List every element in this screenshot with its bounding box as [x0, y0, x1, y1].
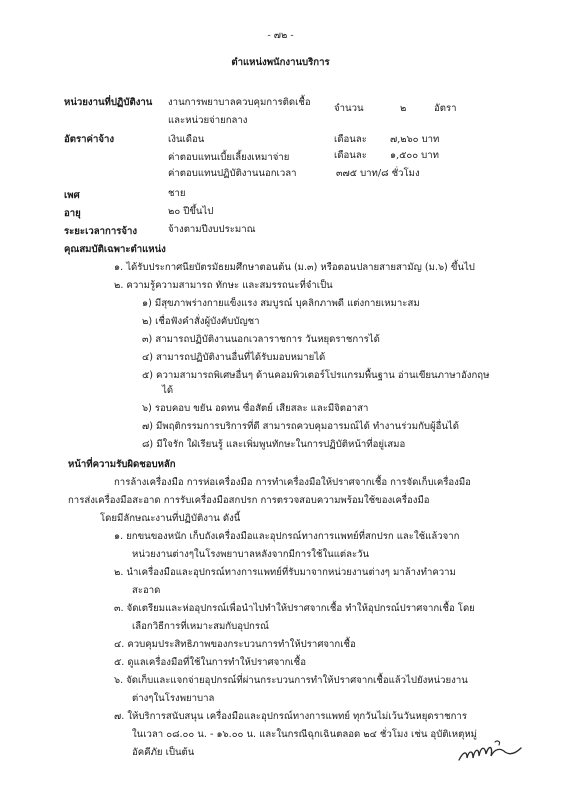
wage-row-amount: ๗,๒๖๐ บาท: [390, 134, 440, 145]
skill-item: ๗) มีพฤติกรรมการบริการที่ดี สามารถควบคุมอารมณ์ได้ ทำงานร่วมกับผู้อื่นได้: [142, 421, 459, 432]
qualification-item: ๒. ความรู้ความสามารถ ทักษะ และสมรรถนะที่จำเป็น: [114, 280, 333, 291]
duty-item: ๒. นำเครื่องมือและอุปกรณ์ทางการแพทย์ที่รับมาจากหน่วยงานต่างๆ มาล้างทำความ: [114, 567, 456, 578]
wage-row-name: ค่าตอบแทนเบี้ยเลี้ยงเหมาจ่าย: [168, 152, 290, 163]
duty-item-continuation: หน่วยงานต่างๆในโรงพยาบาลหลังจากมีการใช้ในแต่ละวัน: [132, 549, 370, 560]
skill-item: ๑) มีสุขภาพร่างกายแข็งแรง สมบูรณ์ บุคลิกภาพดี แต่งกายเหมาะสม: [142, 298, 420, 309]
unit-value-line-1: งานการพยาบาลควบคุมการติดเชื้อ: [168, 97, 311, 108]
duty-item: ๕. ดูแลเครื่องมือที่ใช้ในการทำให้ปราศจากเชื้อ: [114, 657, 306, 668]
duty-item: ๖. จัดเก็บและแจกจ่ายอุปกรณ์ที่ผ่านกระบวนการทำให้ปราศจากเชื้อแล้วไปยังหน่วยงาน: [114, 675, 468, 686]
wage-row-amount: ๑,๕๐๐ บาท: [390, 150, 439, 161]
page-number: - ๗๒ -: [267, 30, 294, 41]
duty-item: ๓. จัดเตรียมและห่ออุปกรณ์เพื่อนำไปทำให้ปราศจากเชื้อ ทำให้อุปกรณ์ปราศจากเชื้อ โดย: [114, 603, 475, 614]
duty-item-continuation: เลือกวิธีการที่เหมาะสมกับอุปกรณ์: [132, 621, 269, 632]
wage-row-name: เงินเดือน: [168, 134, 205, 145]
skill-item: ๘) มีใจรัก ใฝ่เรียนรู้ และเพิ่มพูนทักษะในการปฏิบัติหน้าที่อยู่เสมอ: [142, 439, 406, 450]
skill-item: ๖) รอบคอบ ขยัน อดทน ซื่อสัตย์ เสียสละ และมีจิตอาสา: [142, 403, 369, 414]
wage-label: อัตราค่าจ้าง: [64, 134, 115, 145]
qualification-item: ๑. ได้รับประกาศนียบัตรมัธยมศึกษาตอนต้น (ม.๓) หรือตอนปลายสายสามัญ (ม.๖) ขึ้นไป: [114, 262, 475, 273]
duties-heading: หน้าที่ความรับผิดชอบหลัก: [68, 459, 176, 470]
duty-item: ๑. ยกขนของหนัก เก็บถังเครื่องมือและอุปกรณ์ทางการแพทย์ที่สกปรก และใช้แล้วจาก: [114, 531, 460, 542]
qualifications-heading: คุณสมบัติเฉพาะตำแหน่ง: [64, 244, 166, 255]
duty-item-continuation: ต่างๆในโรงพยาบาล: [132, 693, 215, 704]
wage-row-amount: ๓๗๕ บาท/๘ ชั่วโมง: [336, 168, 420, 179]
skill-item: ๒) เชื่อฟังคำสั่งผู้บังคับบัญชา: [142, 316, 260, 327]
document-title: ตำแหน่งพนักงานบริการ: [231, 57, 330, 68]
wage-row-period: เดือนละ: [334, 150, 367, 161]
wage-row-period: เดือนละ: [334, 134, 367, 145]
skill-item-continuation: ได้: [162, 385, 174, 396]
age-value: ๒๐ ปีขึ้นไป: [168, 206, 214, 217]
duties-intro: การส่งเครื่องมือสะอาด การรับเครื่องมือสกปรก การตรวจสอบความพร้อมใช้ของเครื่องมือ: [68, 495, 430, 506]
skill-item: ๔) สามารถปฏิบัติงานอื่นที่ได้รับมอบหมายได้: [142, 352, 326, 363]
unit-value-line-2: และหน่วยจ่ายกลาง: [168, 115, 248, 126]
sex-label: เพศ: [64, 190, 80, 201]
employment-period-value: จ้างตามปีงบประมาณ: [168, 224, 256, 235]
wage-row-name: ค่าตอบแทนปฏิบัติงานนอกเวลา: [168, 168, 297, 179]
age-label: อายุ: [64, 208, 81, 219]
unit-label: หน่วยงานที่ปฏิบัติงาน: [64, 97, 153, 108]
duty-item: ๗. ให้บริการสนับสนุน เครื่องมือและอุปกรณ์ทางการแพทย์ ทุกวันไม่เว้นวันหยุดราชการ: [114, 711, 467, 722]
employment-period-label: ระยะเวลาการจ้าง: [64, 226, 138, 237]
duties-intro: โดยมีลักษณะงานที่ปฏิบัติงาน ดังนี้: [100, 513, 241, 524]
duty-item: ๔. ควบคุมประสิทธิภาพของกระบวนการทำให้ปราศจากเชื้อ: [114, 639, 356, 650]
count-unit: อัตรา: [434, 103, 457, 114]
duties-intro: การล้างเครื่องมือ การห่อเครื่องมือ การทำเครื่องมือให้ปราศจากเชื้อ การจัดเก็บเครื่องมือ: [114, 477, 471, 488]
sex-value: ชาย: [168, 188, 186, 199]
duty-item-continuation: ในเวลา ๐๘.๐๐ น. - ๑๖.๐๐ น. และในกรณีฉุกเฉินตลอด ๒๔ ชั่วโมง เช่น อุบัติเหตุหมู่: [132, 729, 478, 740]
count-value: ๒: [400, 103, 407, 114]
count-label: จำนวน: [334, 103, 364, 114]
skill-item: ๓) สามารถปฏิบัติงานนอกเวลาราชการ วันหยุดราชการได้: [142, 334, 380, 345]
handwritten-signature-icon: [455, 738, 525, 766]
duty-item-continuation: อัคคีภัย เป็นต้น: [132, 747, 195, 758]
skill-item: ๕) ความสามารถพิเศษอื่นๆ ด้านคอมพิวเตอร์โปรแกรมพื้นฐาน อ่านเขียนภาษาอังกฤษ: [142, 370, 490, 381]
duty-item-continuation: สะอาด: [132, 585, 161, 596]
